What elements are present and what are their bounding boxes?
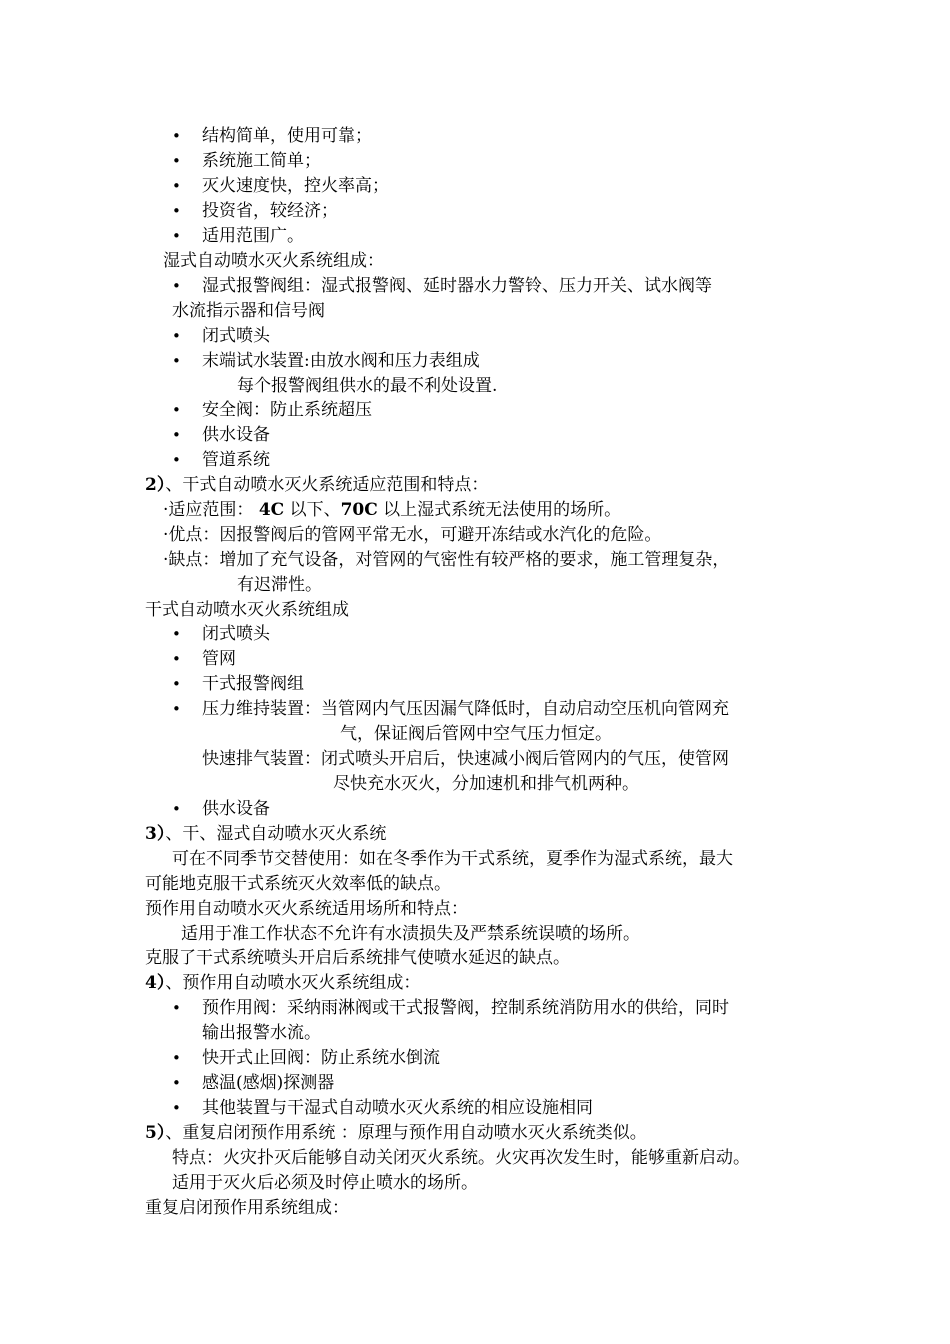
list-item: 管道系统 bbox=[202, 450, 270, 470]
bullet-point: • bbox=[172, 177, 181, 195]
list-item: 压力维持装置：当管网内气压因漏气降低时，自动启动空压机向管网充 bbox=[202, 699, 729, 719]
list-item: 系统施工简单； bbox=[202, 151, 321, 171]
bullet-point: • bbox=[172, 999, 181, 1017]
text-line: 每个报警阀组供水的最不利处设置. bbox=[237, 376, 498, 396]
list-item: 投资省，较经济； bbox=[202, 201, 338, 221]
text-line bbox=[163, 499, 621, 521]
list-item: 干式报警阀组 bbox=[202, 674, 304, 694]
bullet-point: • bbox=[172, 426, 181, 444]
section-number: 5） bbox=[145, 1123, 166, 1143]
list-item: 湿式报警阀组：湿式报警阀、延时器水力警铃、压力开关、试水阀等 bbox=[202, 276, 712, 296]
list-item: 预作用阀：采纳雨淋阀或干式报警阀，控制系统消防用水的供给，同时 bbox=[202, 998, 729, 1018]
text-line: 尽快充水灭火，分加速机和排气机两种。 bbox=[333, 774, 639, 794]
text-line: 克服了干式系统喷头开启后系统排气使喷水延迟的缺点。 bbox=[145, 948, 570, 968]
bullet-point: • bbox=[172, 277, 181, 295]
section-heading bbox=[145, 474, 488, 496]
list-item: 适用范围广。 bbox=[202, 226, 304, 246]
list-item: 安全阀：防止系统超压 bbox=[202, 400, 372, 420]
section-number: 3） bbox=[145, 824, 166, 844]
text-line: 有迟滞性。 bbox=[237, 575, 322, 595]
text-line: 快速排气装置：闭式喷头开启后，快速减小阀后管网内的气压，使管网 bbox=[202, 749, 729, 769]
bullet-point: • bbox=[172, 1049, 181, 1067]
text-line: 气，保证阀后管网中空气压力恒定。 bbox=[340, 724, 612, 744]
bullet-point: • bbox=[172, 650, 181, 668]
bullet-point: • bbox=[172, 152, 181, 170]
section-heading: 重复启闭预作用系统组成： bbox=[145, 1198, 349, 1218]
bullet-point: • bbox=[172, 401, 181, 419]
list-item: 感温(感烟)探测器 bbox=[202, 1073, 335, 1093]
text-fragment: 以下、 bbox=[289, 500, 341, 520]
bullet-point: • bbox=[172, 327, 181, 345]
label-text: ·适应范围： bbox=[163, 500, 254, 520]
bullet-point: • bbox=[172, 625, 181, 643]
section-title: 、重复启闭预作用系统 ：原理与预作用自动喷水灭火系统类似。 bbox=[165, 1123, 647, 1143]
bullet-point: • bbox=[172, 202, 181, 220]
text-line: 适用于准工作状态不允许有水渍损失及严禁系统误喷的场所。 bbox=[181, 924, 640, 944]
section-number: 4） bbox=[145, 973, 166, 993]
bullet-point: • bbox=[172, 1074, 181, 1092]
section-title: 、预作用自动喷水灭火系统组成： bbox=[165, 973, 421, 993]
section-heading: 干式自动喷水灭火系统组成 bbox=[145, 600, 349, 620]
text-line: 水流指示器和信号阀 bbox=[172, 301, 325, 321]
section-title: 、干式自动喷水灭火系统适应范围和特点： bbox=[165, 475, 489, 495]
section-heading bbox=[145, 823, 386, 845]
section-number: 2） bbox=[145, 475, 166, 495]
list-item: 管网 bbox=[202, 649, 236, 669]
text-fragment: 以上湿式系统无法使用的场所。 bbox=[383, 500, 622, 520]
bullet-point: • bbox=[172, 1099, 181, 1117]
list-item: 快开式止回阀：防止系统水倒流 bbox=[202, 1048, 440, 1068]
text-line: ·优点：因报警阀后的管网平常无水，可避开冻结或水汽化的危险。 bbox=[163, 525, 662, 545]
list-item: 其他装置与干湿式自动喷水灭火系统的相应设施相同 bbox=[202, 1098, 593, 1118]
text-line: 特点：火灾扑灭后能够自动关闭灭火系统。火灾再次发生时，能够重新启动。 bbox=[172, 1148, 750, 1168]
list-item: 灭火速度快，控火率高； bbox=[202, 176, 389, 196]
text-line: 适用于灭火后必须及时停止喷水的场所。 bbox=[172, 1173, 478, 1193]
section-heading: 预作用自动喷水灭火系统适用场所和特点： bbox=[145, 899, 468, 919]
bullet-point: • bbox=[172, 700, 181, 718]
section-title: 、干、湿式自动喷水灭火系统 bbox=[165, 824, 387, 844]
bullet-point: • bbox=[172, 800, 181, 818]
list-item: 末端试水装置:由放水阀和压力表组成 bbox=[202, 351, 480, 371]
text-line: ·缺点：增加了充气设备，对管网的气密性有较严格的要求，施工管理复杂， bbox=[163, 550, 730, 570]
list-item: 供水设备 bbox=[202, 799, 270, 819]
bullet-point: • bbox=[172, 352, 181, 370]
bullet-point: • bbox=[172, 451, 181, 469]
list-item: 闭式喷头 bbox=[202, 624, 270, 644]
text-line: 可能地克服干式系统灭火效率低的缺点。 bbox=[145, 874, 451, 894]
value-text: 70C bbox=[340, 500, 378, 520]
value-text: 4C bbox=[258, 500, 285, 520]
bullet-point: • bbox=[172, 227, 181, 245]
text-line: 输出报警水流。 bbox=[202, 1023, 321, 1043]
list-item: 结构简单，使用可靠； bbox=[202, 126, 372, 146]
bullet-point: • bbox=[172, 127, 181, 145]
section-heading: 湿式自动喷水灭火系统组成： bbox=[163, 251, 384, 271]
section-heading bbox=[145, 972, 420, 994]
list-item: 供水设备 bbox=[202, 425, 270, 445]
section-heading bbox=[145, 1122, 647, 1144]
bullet-point: • bbox=[172, 675, 181, 693]
text-line: 可在不同季节交替使用：如在冬季作为干式系统，夏季作为湿式系统，最大 bbox=[172, 849, 733, 869]
list-item: 闭式喷头 bbox=[202, 326, 270, 346]
